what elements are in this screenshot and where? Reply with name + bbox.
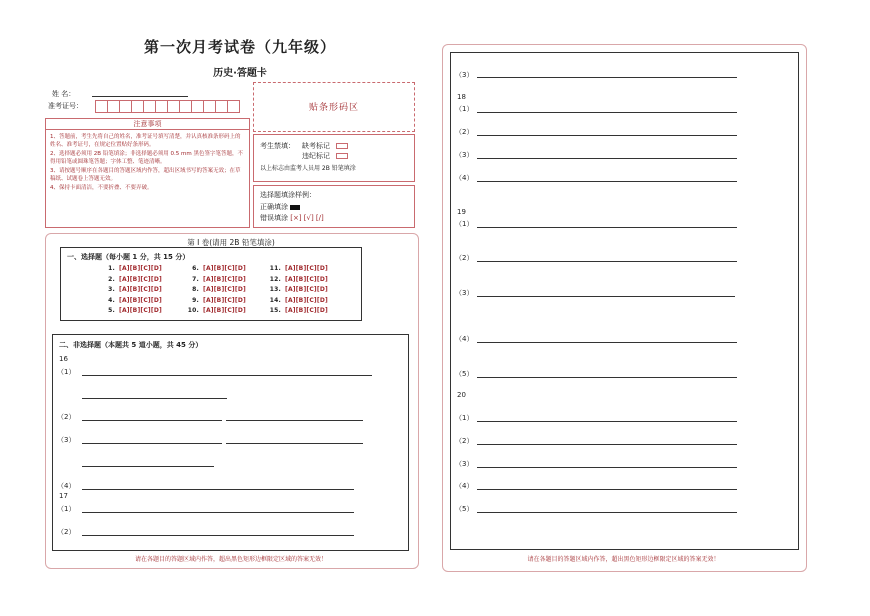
q19-2-label: （2） (455, 254, 474, 262)
nc-section-title: 二、非选择题（本题共 5 道小题，共 45 分） (59, 341, 203, 349)
answer-line[interactable] (82, 512, 354, 513)
q16-number: 16 (59, 355, 68, 363)
answer-line[interactable] (477, 421, 737, 422)
note-item: 4、保持卡面清洁，不要折叠、不要弄破。 (50, 185, 153, 191)
wrong-fill-samples: [×] [√] [/] (290, 214, 324, 222)
mc-question[interactable] (187, 297, 246, 308)
mc-col-2 (187, 265, 246, 318)
q20-2-label: （2） (455, 437, 474, 445)
mc-number: 12. (269, 275, 281, 283)
mc-number: 14. (269, 296, 281, 304)
mc-col-1 (103, 265, 162, 318)
mc-options[interactable]: [A][B][C][D] (203, 275, 246, 283)
answer-line[interactable] (477, 512, 737, 513)
exam-status-box (253, 134, 415, 182)
q18-1-label: （1） (455, 105, 474, 113)
barcode-area (253, 82, 415, 132)
mc-number: 8. (192, 286, 199, 293)
mc-options[interactable]: [A][B][C][D] (119, 307, 162, 314)
non-choice-box-right (450, 52, 799, 550)
mc-question[interactable] (187, 286, 246, 297)
q19-number: 19 (457, 208, 466, 216)
mc-number: 13. (269, 286, 281, 293)
answer-line[interactable] (477, 444, 737, 445)
mc-options[interactable]: [A][B][C][D] (285, 307, 328, 314)
mc-question[interactable] (103, 276, 162, 287)
notes-title: 注意事项 (46, 119, 249, 130)
answer-line[interactable] (477, 296, 735, 297)
answer-line[interactable] (477, 135, 737, 136)
q18-number: 18 (457, 93, 466, 101)
answer-line[interactable] (477, 467, 737, 468)
mc-options[interactable]: [A][B][C][D] (203, 296, 246, 304)
id-label: 准考证号： (48, 102, 83, 110)
exam-status-note: 以上标志由监考人员用 2B 铅笔填涂 (260, 165, 356, 172)
answer-line[interactable] (477, 489, 737, 490)
q20-1-label: （1） (455, 414, 474, 422)
q17-number: 17 (59, 492, 68, 500)
q17-1-label: （1） (57, 505, 76, 513)
correct-fill-sample (290, 205, 300, 210)
page-title: 第一次月考试卷（九年级） (143, 38, 336, 56)
absent-mark-label: 缺考标记 (302, 142, 330, 150)
mc-number: 7. (192, 275, 199, 283)
answer-line[interactable] (82, 443, 222, 444)
mc-question[interactable] (269, 265, 328, 276)
violation-mark-box[interactable] (336, 153, 348, 159)
mc-options[interactable]: [A][B][C][D] (119, 275, 162, 283)
q20-number: 20 (457, 391, 466, 399)
mc-question[interactable] (269, 307, 328, 318)
mc-number: 15. (269, 307, 281, 314)
mc-options[interactable]: [A][B][C][D] (119, 296, 162, 304)
barcode-label: 贴条形码区 (308, 103, 359, 113)
mc-options[interactable]: [A][B][C][D] (203, 286, 246, 293)
mc-options[interactable]: [A][B][C][D] (285, 296, 328, 304)
q18-2-label: （2） (455, 128, 474, 136)
mc-col-3 (269, 265, 328, 318)
answer-line[interactable] (477, 158, 737, 159)
answer-line[interactable] (477, 181, 737, 182)
q20-3-label: （3） (455, 460, 474, 468)
mc-options[interactable]: [A][B][C][D] (285, 265, 328, 272)
q17-2-label: （2） (57, 528, 76, 536)
violation-mark-label: 违纪标记 (302, 152, 330, 160)
mc-number: 10. (187, 307, 199, 314)
answer-line[interactable] (477, 77, 737, 78)
mc-question[interactable] (103, 265, 162, 276)
mc-question[interactable] (187, 276, 246, 287)
mc-section-title: 一、选择题（每小题 1 分，共 15 分） (67, 253, 190, 261)
answer-line[interactable] (82, 375, 372, 376)
mc-options[interactable]: [A][B][C][D] (119, 265, 162, 272)
q16-2-label: （2） (57, 413, 76, 421)
mc-number: 5. (108, 307, 115, 314)
name-label: 姓 名： (52, 90, 76, 98)
id-number-grid[interactable] (95, 100, 240, 113)
q16-4-label: （4） (57, 482, 76, 490)
non-choice-box-left (52, 334, 409, 551)
note-item: 3、请按题号顺序在各题目的答题区域内作答，超出区域书写的答案无效；在草稿纸、试题卷上答题无效。 (50, 168, 241, 182)
answer-line[interactable] (226, 420, 363, 421)
fill-example-title: 选择题填涂样例： (260, 191, 316, 199)
q19-3-label: （3） (455, 289, 474, 297)
q17-3-label: （3） (455, 71, 474, 79)
mc-question[interactable] (187, 265, 246, 276)
q16-3-label: （3） (57, 436, 76, 444)
wrong-fill-label: 错误填涂 (260, 214, 288, 222)
page-subtitle: 历史·答题卡 (213, 68, 267, 79)
footer-warning-right: 请在各题目的答题区域内作答，超出黑色矩形边框限定区域的答案无效！ (527, 556, 720, 563)
answer-line[interactable] (82, 398, 227, 399)
mc-question[interactable] (103, 307, 162, 318)
q20-5-label: （5） (455, 505, 474, 513)
mc-options[interactable]: [A][B][C][D] (203, 265, 246, 272)
mc-number: 6. (192, 265, 199, 272)
name-field[interactable] (92, 96, 188, 97)
answer-line[interactable] (477, 342, 737, 343)
answer-line[interactable] (477, 261, 737, 262)
answer-line[interactable] (82, 420, 222, 421)
mc-options[interactable]: [A][B][C][D] (203, 307, 246, 314)
mc-number: 3. (108, 286, 115, 293)
mc-question[interactable] (103, 286, 162, 297)
mc-options[interactable]: [A][B][C][D] (119, 286, 162, 293)
q16-1-label: （1） (57, 368, 76, 376)
footer-warning-left: 请在各题目的答题区域内作答，超出黑色矩形边框限定区域的答案无效！ (134, 556, 327, 563)
mc-number: 4. (108, 296, 115, 304)
q18-3-label: （3） (455, 151, 474, 159)
q19-5-label: （5） (455, 370, 474, 378)
mc-question[interactable] (269, 286, 328, 297)
mc-number: 11. (269, 265, 281, 272)
answer-line[interactable] (82, 535, 354, 536)
answer-line[interactable] (477, 112, 737, 113)
fill-example-box (253, 185, 415, 228)
note-item: 2、选择题必须用 2B 铅笔填涂；非选择题必须用 0.5 mm 黑色签字笔答题，不得用铅笔或圆珠笔答题；字体工整、笔迹清晰。 (50, 151, 243, 165)
notes-box (45, 118, 250, 228)
answer-line[interactable] (477, 227, 737, 228)
mc-number: 1. (108, 265, 115, 272)
correct-fill-label: 正确填涂 (260, 203, 288, 211)
mc-question[interactable] (269, 276, 328, 287)
exam-status-label: 考生禁填： (260, 142, 295, 150)
q20-4-label: （4） (455, 482, 474, 490)
part1-title: 第 I 卷(请用 2B 铅笔填涂) (187, 238, 275, 247)
mc-options[interactable]: [A][B][C][D] (285, 275, 328, 283)
mc-number: 2. (108, 275, 115, 283)
q18-4-label: （4） (455, 174, 474, 182)
answer-line[interactable] (477, 377, 737, 378)
q19-4-label: （4） (455, 335, 474, 343)
q19-1-label: （1） (455, 220, 474, 228)
mc-options[interactable]: [A][B][C][D] (285, 286, 328, 293)
answer-line[interactable] (226, 443, 363, 444)
answer-line[interactable] (82, 466, 214, 467)
note-item: 1、答题前，考生先将自己的姓名，准考证号填写清楚，并认真核准条形码上的姓名、准考证号，在规定位置贴好条形码。 (50, 134, 241, 148)
mc-question[interactable] (103, 297, 162, 308)
mc-number: 9. (192, 296, 199, 304)
mc-question[interactable] (187, 307, 246, 318)
multiple-choice-box (60, 247, 362, 321)
mc-question[interactable] (269, 297, 328, 308)
answer-line[interactable] (82, 489, 354, 490)
absent-mark-box[interactable] (336, 143, 348, 149)
